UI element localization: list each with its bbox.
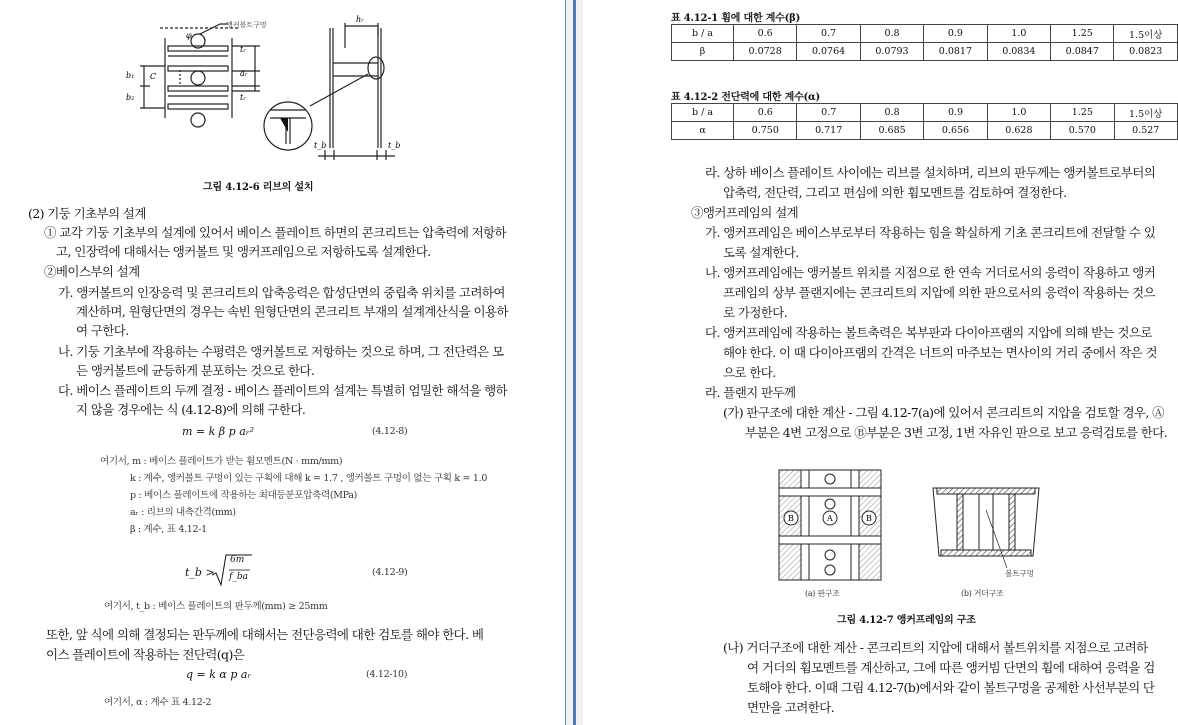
- table-cell: 0.0793: [860, 43, 923, 61]
- table-cell: 0.7: [797, 104, 860, 122]
- paragraph-line: 가. 앵커프레임은 베이스부로부터 작용하는 힘을 확실하게 기초 콘크리트에 전달할 수 있: [705, 225, 1156, 240]
- b1-label: b₁: [126, 71, 135, 80]
- equation-number: (4.12-8): [372, 426, 408, 437]
- table-row: [672, 122, 1178, 140]
- equation-number: (4.12-9): [372, 567, 408, 578]
- tr2-label: tᵣ: [240, 93, 246, 102]
- table-cell: 0.628: [987, 122, 1050, 140]
- paragraph-line: 도록 설계한다.: [723, 245, 799, 260]
- beta-coefficient-table: [671, 24, 1178, 61]
- table-cell: 0.0817: [924, 43, 987, 61]
- table-header-row: [672, 104, 1178, 122]
- page-divider-line: [573, 0, 576, 725]
- rib-installation-figure: [120, 8, 420, 173]
- table-cell: 0.8: [860, 25, 923, 43]
- equation-4-12-10: q = k α p aᵣ: [186, 668, 252, 681]
- figure-caption: 그림 4.12-6 리브의 설치: [203, 182, 314, 193]
- where-clause: aᵣ : 리브의 내측간격(mm): [130, 507, 236, 518]
- table-cell: 0.9: [924, 25, 987, 43]
- right-document-page: [583, 0, 1178, 725]
- b2-label: b₂: [126, 93, 135, 102]
- alpha-coefficient-table: [671, 103, 1178, 140]
- cell-b-right-label: B: [866, 514, 872, 523]
- where-clause: k : 계수, 앵커볼트 구멍이 있는 구획에 대해 k = 1.7 , 앵커볼트 구멍이 없는 구획 k = 1.0: [130, 473, 488, 484]
- paragraph-line: 여 거더의 휨모멘트를 계산하고, 그에 따른 앵커빔 단면의 휨에 대하여 응력을 검: [747, 660, 1155, 675]
- table-cell: 1.0: [987, 25, 1050, 43]
- table-cell: 0.717: [797, 122, 860, 140]
- table-cell: 0.8: [860, 104, 923, 122]
- equation-denominator: f_ba: [229, 572, 248, 582]
- paragraph-line: 라. 상하 베이스 플레이트 사이에는 리브를 설치하며, 리브의 판두께는 앵커볼트로부터의: [705, 165, 1156, 180]
- figure-sub-label: (b) 거더구조: [961, 589, 1004, 598]
- anchor-bolt-hole-label: 앵커볼트구멍: [226, 21, 267, 29]
- paragraph-line: ① 교각 기둥 기초부의 설계에 있어서 베이스 플레이트 하면의 콘크리트는 압축력에 저항하: [44, 225, 507, 240]
- paragraph-line: 가. 앵커볼트의 인장응력 및 콘크리트의 압축응력은 합성단면의 중립축 위치를 고려하여: [58, 285, 505, 300]
- where-clause: 여기서, m : 베이스 플레이트가 받는 휨모멘트(N · mm/mm): [100, 456, 343, 467]
- table-cell: 0.0847: [1051, 43, 1114, 61]
- table-cell: β: [672, 43, 734, 61]
- table-cell: α: [672, 122, 734, 140]
- table-cell: 0.0823: [1114, 43, 1178, 61]
- equation-4-12-8: m = k β p aᵣ²: [182, 425, 254, 438]
- equation-number: (4.12-10): [366, 669, 408, 680]
- table-cell: 0.656: [924, 122, 987, 140]
- table-cell: 1.0: [987, 104, 1050, 122]
- where-clause: p : 베이스 플레이트에 작용하는 최대등분포압축력(MPa): [130, 490, 358, 501]
- hr-label: hᵣ: [356, 15, 364, 24]
- girder-structure-figure: [921, 480, 1051, 580]
- ar-label: aᵣ: [240, 69, 248, 78]
- paragraph-line: 계산하며, 원형단면의 경우는 속빈 원형단면의 콘크리트 부재의 설계계산식을 이용하: [76, 304, 508, 319]
- table-cell: 1.25: [1051, 25, 1114, 43]
- table-cell: b / a: [672, 104, 734, 122]
- paragraph-line: 여 구한다.: [76, 323, 129, 338]
- paragraph-line: 면만을 고려한다.: [747, 700, 835, 715]
- table-cell: 0.0728: [733, 43, 796, 61]
- table-cell: 0.570: [1051, 122, 1114, 140]
- table-header-row: [672, 25, 1178, 43]
- table-title: 표 4.12-1 휨에 대한 계수(β): [671, 13, 801, 24]
- paragraph-line: 다. 앵커프레임에 작용하는 볼트축력은 복부판과 다이아프램의 지압에 의해 받는 것으로: [705, 325, 1152, 340]
- paragraph-line: 지 않을 경우에는 식 (4.12-8)에 의해 구한다.: [76, 402, 306, 417]
- where-clause: β : 계수, 표 4.12-1: [130, 524, 207, 535]
- paragraph-line: 로 가정한다.: [723, 305, 788, 320]
- table-title: 표 4.12-2 전단력에 대한 계수(α): [671, 92, 821, 103]
- table-cell: 0.685: [860, 122, 923, 140]
- paragraph-line: 압축력, 전단력, 그리고 편심에 의한 휨모멘트를 검토하여 결정한다.: [723, 185, 1067, 200]
- paragraph-line: 든 앵커볼트에 균등하게 분포하는 것으로 한다.: [76, 363, 315, 378]
- table-cell: 0.0834: [987, 43, 1050, 61]
- subsection-title: ③앵커프레임의 설계: [691, 205, 799, 220]
- table-cell: 0.7: [797, 25, 860, 43]
- paragraph-line: 토해야 한다. 이때 그림 4.12-7(b)에서와 같이 볼트구멍을 공제한 사선부분의 단: [747, 680, 1155, 695]
- tb2-label: t_b: [388, 141, 401, 150]
- table-cell: 0.6: [734, 104, 797, 122]
- paragraph-line: 프레임의 상부 플랜지에는 콘크리트의 지압에 의한 판으로서의 응력이 작용하는 것으: [723, 285, 1155, 300]
- figure-caption: 그림 4.12-7 앵커프레임의 구조: [837, 615, 976, 626]
- where-clause: 여기서, t_b : 베이스 플레이트의 판두께(mm) ≥ 25mm: [104, 601, 328, 612]
- left-document-page: [0, 0, 565, 725]
- tb1-label: t_b: [314, 141, 327, 150]
- table-cell: 0.750: [734, 122, 797, 140]
- subsection-title: 라. 플랜지 판두께: [705, 385, 796, 400]
- table-cell: 0.9: [924, 104, 987, 122]
- paragraph-line: 부분은 4변 고정으로 Ⓑ부분은 3변 고정, 1변 자유인 판으로 보고 응력검토를 한다.: [745, 425, 1168, 440]
- subsection-title: ②베이스부의 설계: [44, 264, 140, 279]
- paragraph-line: (가) 판구조에 대한 계산 - 그림 4.12-7(a)에 있어서 콘크리트의 지압을 검토할 경우, Ⓐ: [723, 405, 1165, 420]
- cell-b-left-label: B: [788, 514, 794, 523]
- equation-4-12-9-lhs: t_b >: [185, 566, 215, 579]
- paragraph-line: 또한, 앞 식에 의해 결정되는 판두께에 대해서는 전단응력에 대한 검토를 해야 한다. 베: [46, 627, 484, 642]
- paragraph-line: 해야 한다. 이 때 다이아프램의 간격은 너트의 마주보는 면사이의 거리 중에서 작은 것: [723, 345, 1158, 360]
- page-divider: [565, 0, 585, 725]
- plate-structure-figure: [775, 466, 885, 584]
- bolt-hole-label: 볼트구멍: [1005, 569, 1034, 578]
- table-cell: 1.25: [1051, 104, 1114, 122]
- table-row: [672, 43, 1178, 61]
- table-cell: 0.527: [1114, 122, 1177, 140]
- phi-label: φ: [186, 31, 192, 40]
- cell-a-label: A: [827, 514, 833, 523]
- paragraph-line: 이스 플레이트에 작용하는 전단력(q)은: [46, 647, 245, 662]
- table-cell: 0.0764: [797, 43, 860, 61]
- table-cell: 0.6: [733, 25, 796, 43]
- paragraph-line: 으로 한다.: [723, 365, 776, 380]
- table-cell: 1.5이상: [1114, 104, 1177, 122]
- tr1-label: tᵣ: [240, 45, 246, 54]
- where-clause: 여기서, α : 계수 표 4.12-2: [104, 697, 212, 708]
- figure-sub-label: (a) 판구조: [805, 589, 840, 598]
- paragraph-line: 나. 기둥 기초부에 작용하는 수평력은 앵커볼트로 저항하는 것으로 하며, 그 전단력은 모: [58, 344, 504, 359]
- paragraph-line: 고, 인장력에 대해서는 앵커볼트 및 앵커프레임으로 저항하도록 설계한다.: [56, 244, 431, 259]
- section-title: (2) 기둥 기초부의 설계: [28, 206, 146, 221]
- paragraph-line: (나) 거더구조에 대한 계산 - 콘크리트의 지압에 대해서 볼트위치를 지점으로 고려하: [723, 640, 1148, 655]
- equation-numerator: 6m: [230, 555, 245, 565]
- table-cell: 1.5이상: [1114, 25, 1178, 43]
- paragraph-line: 다. 베이스 플레이트의 두께 결정 - 베이스 플레이트의 설계는 특별히 엄밀한 해석을 행하: [58, 383, 508, 398]
- table-cell: b / a: [672, 25, 734, 43]
- paragraph-line: 나. 앵커프레임에는 앵커볼트 위치를 지점으로 한 연속 거더로서의 응력이 작용하고 앵커: [705, 265, 1156, 280]
- c-label: C: [150, 72, 157, 81]
